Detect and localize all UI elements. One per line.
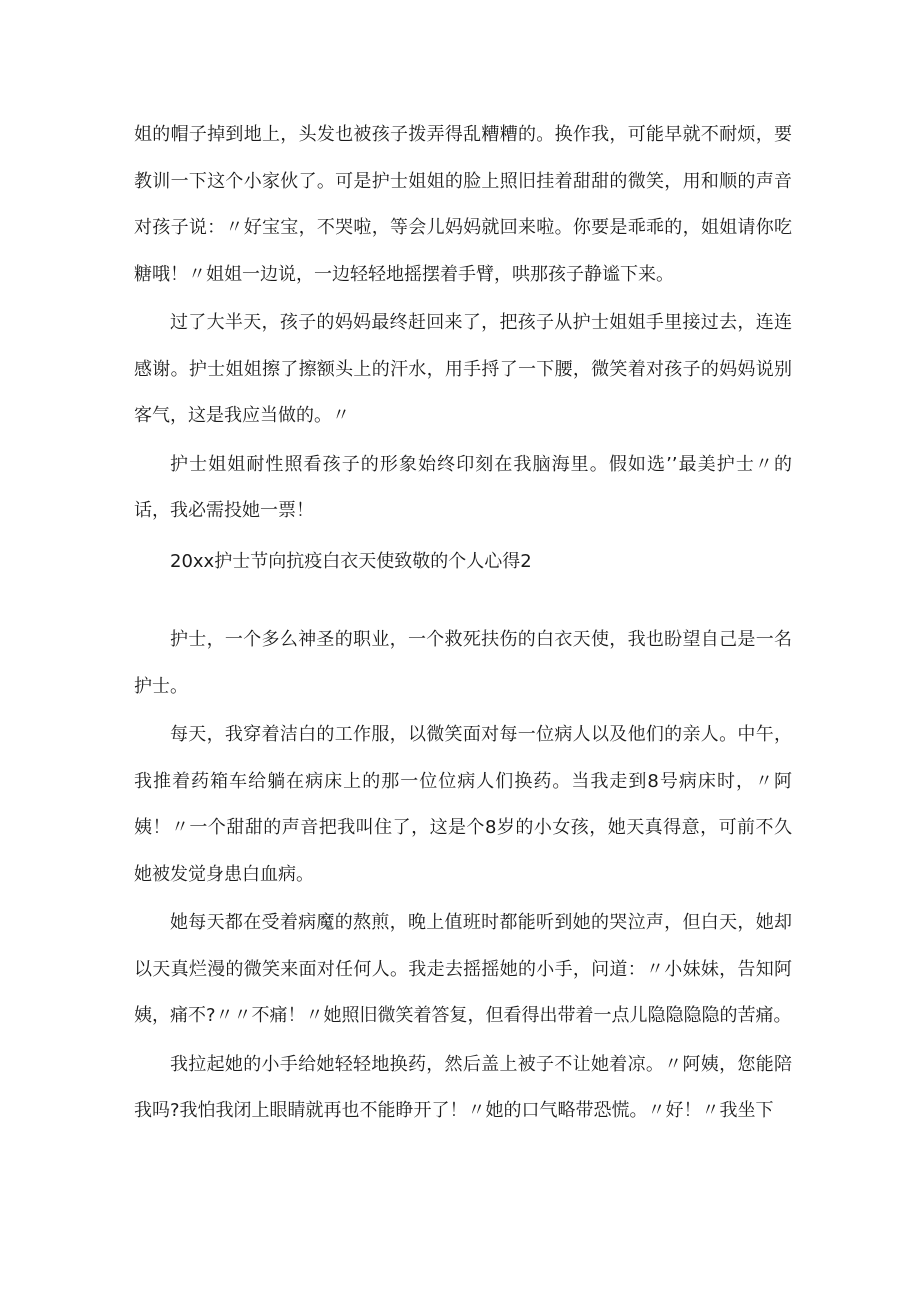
paragraph-1: 姐的帽子掉到地上，头发也被孩子拨弄得乱糟糟的。换作我，可能早就不耐烦，要教训一下这个小家伙了。可是护士姐姐的脸上照旧挂着甜甜的微笑，用和顺的声音对孩子说：〃好宝宝，不哭啦，等会儿妈妈就回来啦。你要是乖乖的，姐姐请你吃糖哦！〃姐姐一边说，一边轻轻地摇摆着手臂，哄那孩子静谧下来。 [134, 124, 792, 285]
paragraph-2: 过了大半天，孩子的妈妈最终赶回来了，把孩子从护士姐姐手里接过去，连连感谢。护士姐姐擦了擦额头上的汗水，用手捋了一下腰，微笑着对孩子的妈妈说别客气，这是我应当做的。〃 [134, 312, 792, 426]
document-body [134, 112, 792, 1135]
paragraph-5: 每天，我穿着洁白的工作服，以微笑面对每一位病人以及他们的亲人。中午，我推着药箱车给躺在病床上的那一位位病人们换药。当我走到8号病床时，〃阿姨！〃一个甜甜的声音把我叫住了，这是个8岁的小女孩，她天真得意，可前不久她被发觉身患白血病。 [134, 724, 792, 885]
paragraph-3: 护士姐姐耐性照看孩子的形象始终印刻在我脑海里。假如选’’最美护士〃的话，我必需投她一票！ [134, 453, 792, 521]
section-heading: 20xx护士节向抗疫白衣天使致敬的个人心得2 [170, 550, 532, 572]
paragraph-6: 她每天都在受着病魔的熬煎，晚上值班时都能听到她的哭泣声，但白天，她却以天真烂漫的微笑来面对任何人。我走去摇摇她的小手，问道：〃小妹妹，告知阿姨，痛不?〃〃不痛！〃她照旧微笑着答复，但看得出带着一点儿隐隐隐隐的苦痛。 [134, 912, 792, 1026]
paragraph-7: 我拉起她的小手给她轻轻地换药，然后盖上被子不让她着凉。〃阿姨，您能陪我吗?我怕我闭上眼睛就再也不能睁开了！〃她的口气略带恐慌。〃好！〃我坐下 [134, 1053, 792, 1121]
paragraph-4: 护士，一个多么神圣的职业，一个救死扶伤的白衣天使，我也盼望自己是一名护士。 [134, 629, 792, 697]
